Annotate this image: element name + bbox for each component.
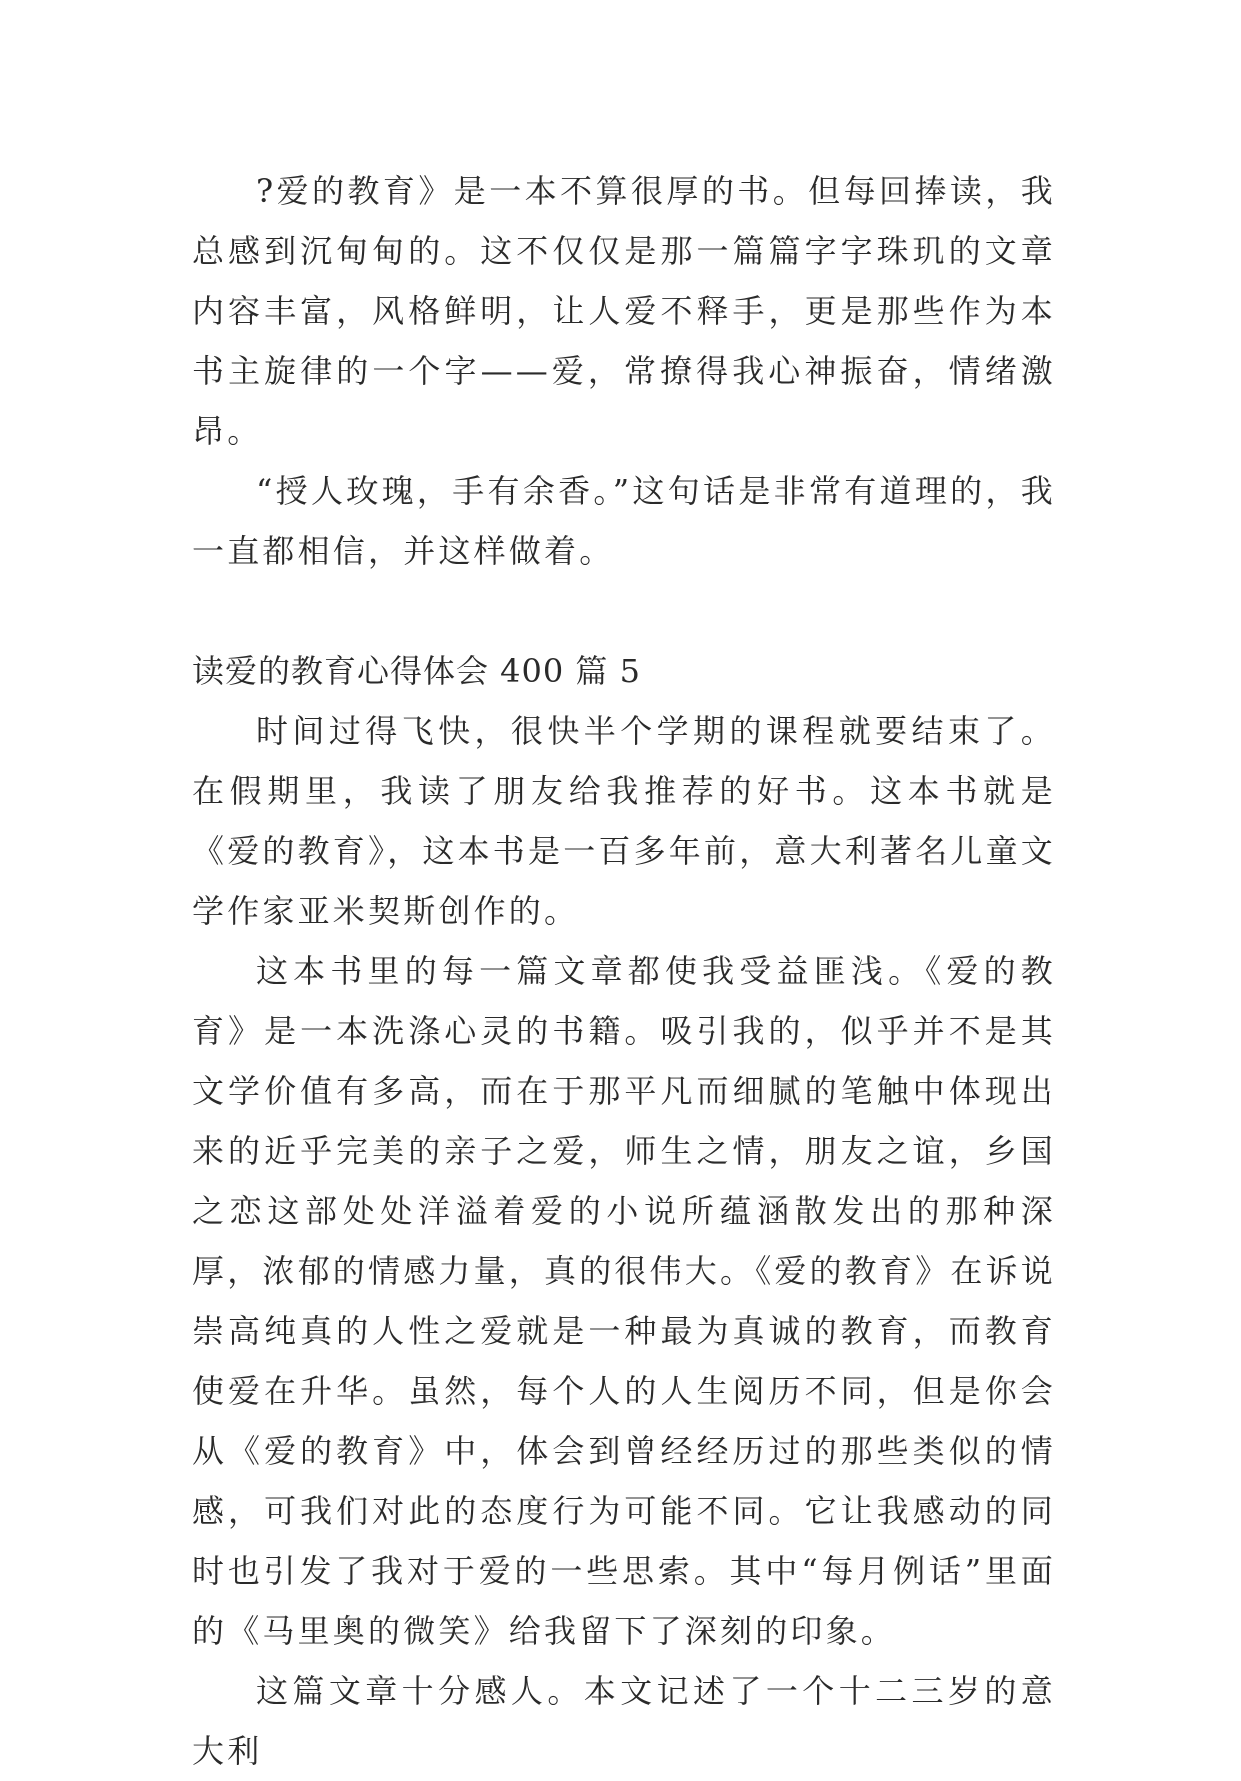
paragraph: “授人玫瑰，手有余香。”这句话是非常有道理的，我一直都相信，并这样做着。 bbox=[192, 472, 1056, 570]
paragraph: 这本书里的每一篇文章都使我受益匪浅。《爱的教育》是一本洗涤心灵的书籍。吸引我的，似乎并不是其文学价值有多高，而在于那平凡而细腻的笔触中体现出来的近乎完美的亲子之爱，师生之情，朋友之谊，乡国之恋这部处处洋溢着爱的小说所蕴涵散发出的那种深厚，浓郁的情感力量，真的很伟大。《爱的教育》在诉说崇高纯真的人性之爱就是一种最为真诚的教育，而教育使爱在升华。虽然，每个人的人生阅历不同，但是你会从《爱的教育》中，体会到曾经经历过的那些类似的情感，可我们对此的态度行为可能不同。它让我感动的同时也引发了我对于爱的一些思索。其中“每月例话”里面的《马里奥的微笑》给我留下了深刻的印象。 bbox=[192, 952, 1057, 1650]
paragraph: ?爱的教育》是一本不算很厚的书。但每回捧读，我总感到沉甸甸的。这不仅仅是那一篇篇字字珠玑的文章内容丰富，风格鲜明，让人爱不释手，更是那些作为本书主旋律的一个字——爱，常撩得我心神振奋，情绪激昂。 bbox=[192, 172, 1056, 450]
paragraph: 这篇文章十分感人。本文记述了一个十二三岁的意大利 bbox=[192, 1672, 1056, 1770]
paragraph-gap bbox=[192, 581, 1056, 641]
section-heading: 读爱的教育心得体会 400 篇 5 bbox=[192, 652, 641, 690]
paragraph: 时间过得飞快，很快半个学期的课程就要结束了。在假期里，我读了朋友给我推荐的好书。这本书就是《爱的教育》，这本书是一百多年前，意大利著名儿童文学作家亚米契斯创作的。 bbox=[192, 712, 1057, 930]
document-body bbox=[192, 161, 1056, 1781]
